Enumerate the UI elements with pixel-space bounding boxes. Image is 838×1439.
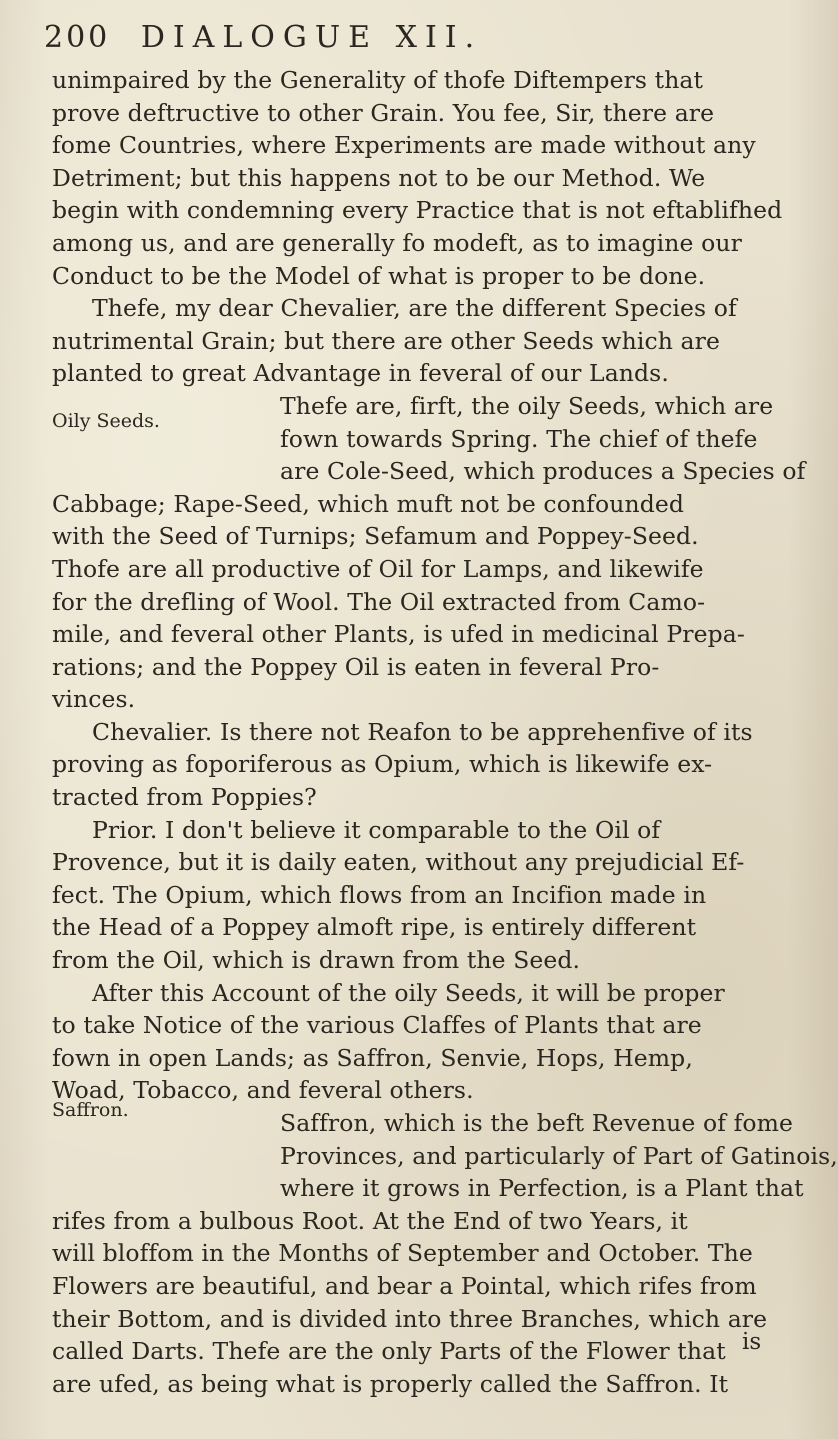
text-line: Chevalier. Is there not Reafon to be apprehenfive of its: [92, 717, 753, 746]
text-line: fome Countries, where Experiments are made without any: [52, 131, 756, 160]
text-line: their Bottom, and is divided into three Branches, which are: [52, 1304, 768, 1333]
text-line: mile, and feveral other Plants, is ufed in medicinal Prepa-: [52, 620, 745, 649]
text-line: After this Account of the oily Seeds, it will be proper: [92, 978, 725, 1007]
text-line: Conduct to be the Model of what is proper to be done.: [52, 261, 706, 290]
text-line: Thofe are all productive of Oil for Lamps, and likewife: [52, 554, 704, 583]
text-line: Woad, Tobacco, and feveral others.: [52, 1076, 474, 1105]
text-line: planted to great Advantage in feveral of our Lands.: [52, 359, 669, 388]
text-line: Thefe, my dear Chevalier, are the different Species of: [92, 294, 737, 323]
text-line: Saffron, which is the beft Revenue of fome: [280, 1109, 794, 1137]
text-line: fown towards Spring. The chief of thefe: [280, 424, 758, 453]
text-line: Flowers are beautiful, and bear a Pointal, which rifes from: [52, 1271, 757, 1300]
margin-note-saffron: Saffron.: [52, 1099, 129, 1121]
text-line: rations; and the Poppey Oil is eaten in feveral Pro-: [52, 652, 660, 681]
text-line: with the Seed of Turnips; Sefamum and Poppey-Seed.: [52, 522, 699, 551]
text-line: the Head of a Poppey almoft ripe, is entirely different: [52, 913, 697, 942]
text-line: for the drefling of Wool. The Oil extracted from Camo-: [52, 587, 706, 616]
text-line: fect. The Opium, which flows from an Incifion made in: [52, 880, 707, 909]
text-line: tracted from Poppies?: [52, 783, 317, 812]
running-head: [44, 20, 764, 60]
text-line: called Darts. Thefe are the only Parts of the Flower that: [52, 1337, 726, 1366]
text-line: begin with condemning every Practice that is not eftablifhed: [52, 196, 783, 225]
text-line: among us, and are generally fo modeft, as to imagine our: [52, 228, 742, 257]
margin-note-oily-seeds: Oily Seeds.: [52, 410, 160, 432]
text-line: are ufed, as being what is properly called the Saffron. It: [52, 1369, 729, 1398]
body-text: [52, 64, 838, 1400]
text-line: rifes from a bulbous Root. At the End of two Years, it: [52, 1206, 688, 1235]
text-line: where it grows in Perfection, is a Plant that: [280, 1174, 804, 1203]
text-line: Prior. I don't believe it comparable to the Oil of: [92, 815, 661, 844]
text-line: proving as foporiferous as Opium, which is likewife ex-: [52, 750, 713, 779]
text-line: Provence, but it is daily eaten, without any prejudicial Ef-: [52, 848, 745, 877]
text-line: will bloffom in the Months of September and October. The: [52, 1239, 753, 1268]
text-line: unimpaired by the Generality of thofe Diftempers that: [52, 66, 704, 94]
text-line: vinces.: [52, 685, 136, 714]
text-line: Cabbage; Rape-Seed, which muft not be confounded: [52, 489, 684, 518]
text-line: Thefe are, firft, the oily Seeds, which are: [280, 391, 774, 420]
text-line: are Cole-Seed, which produces a Species of: [280, 457, 806, 486]
text-line: to take Notice of the various Claffes of Plants that are: [52, 1011, 702, 1040]
text-line: fown in open Lands; as Saffron, Senvie, Hops, Hemp,: [52, 1043, 693, 1072]
dialogue-title: DIALOGUE XII.: [140, 20, 483, 55]
text-line: prove deftructive to other Grain. You fee, Sir, there are: [52, 98, 715, 127]
text-line: Provinces, and particularly of Part of Gatinois,: [280, 1141, 838, 1170]
page-number: 200: [44, 20, 111, 55]
text-line: nutrimental Grain; but there are other Seeds which are: [52, 326, 721, 355]
catchword: is: [742, 1329, 762, 1355]
text-line: from the Oil, which is drawn from the Seed.: [52, 946, 581, 975]
text-line: Detriment; but this happens not to be our Method. We: [52, 163, 706, 192]
